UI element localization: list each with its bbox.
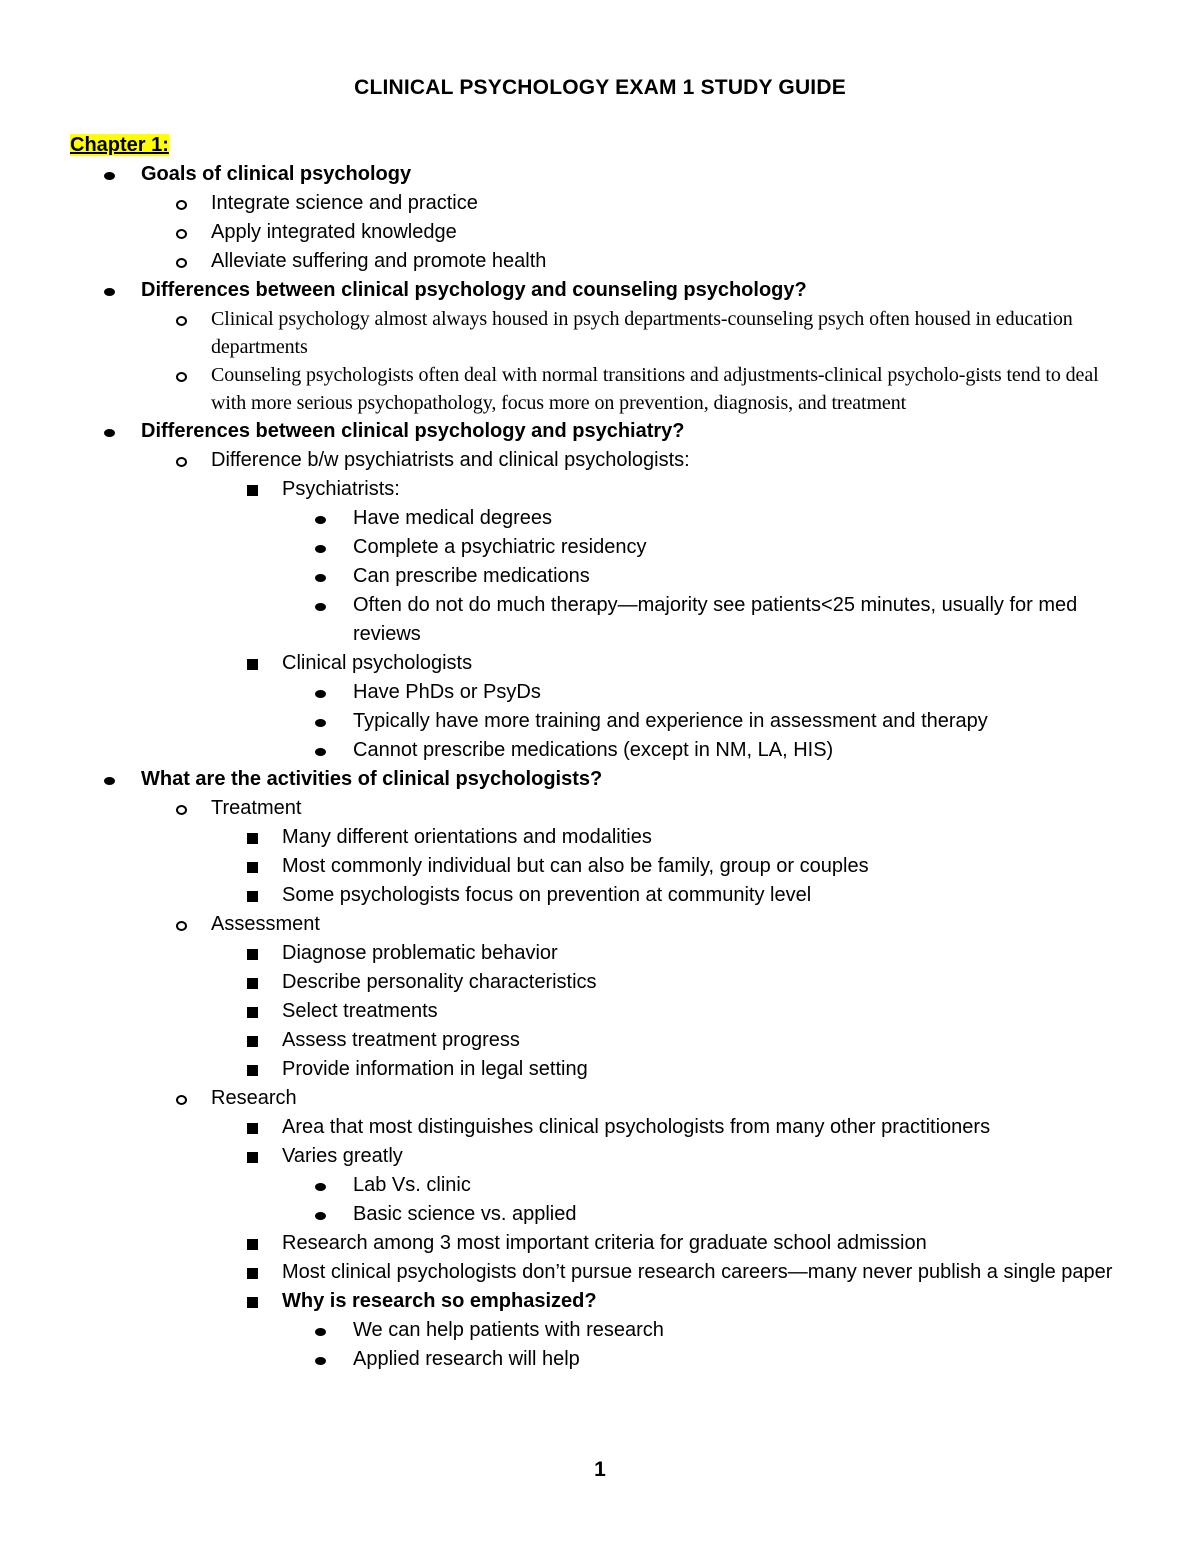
outline-item bbox=[0, 1084, 1200, 1113]
bullet-square-icon bbox=[247, 485, 258, 496]
page-title: CLINICAL PSYCHOLOGY EXAM 1 STUDY GUIDE bbox=[354, 76, 846, 99]
outline-item bbox=[0, 305, 1200, 361]
outline-item-text: Clinical psychologists bbox=[282, 652, 473, 674]
outline-item bbox=[0, 533, 1200, 562]
outline-item-text: Provide information in legal setting bbox=[282, 1058, 588, 1080]
outline-item-text: Most clinical psychologists don’t pursue research careers—many never publish a single paper bbox=[282, 1261, 1113, 1283]
outline-item bbox=[0, 997, 1200, 1026]
outline-item-text: Area that most distinguishes clinical psychologists from many other practitioners bbox=[282, 1116, 991, 1138]
bullet-marker bbox=[315, 504, 326, 533]
bullet-square-icon bbox=[247, 862, 258, 873]
bullet-marker bbox=[104, 276, 115, 305]
bullet-marker bbox=[315, 678, 326, 707]
bullet-dot-icon bbox=[315, 516, 326, 524]
bullet-square-icon bbox=[247, 1036, 258, 1047]
outline-item-text: Integrate science and practice bbox=[211, 192, 478, 214]
outline-item bbox=[0, 1113, 1200, 1142]
bullet-marker bbox=[315, 707, 326, 736]
outline-item-text: Difference b/w psychiatrists and clinical psychologists: bbox=[211, 449, 690, 471]
bullet-marker bbox=[176, 910, 187, 940]
bullet-circle-icon bbox=[176, 457, 187, 467]
bullet-circle-icon bbox=[176, 1095, 187, 1105]
bullet-square-icon bbox=[247, 891, 258, 902]
bullet-dot-icon bbox=[104, 172, 115, 180]
bullet-circle-icon bbox=[176, 200, 187, 210]
page-number: 1 bbox=[594, 1458, 606, 1481]
outline-item bbox=[0, 361, 1200, 417]
bullet-marker bbox=[104, 160, 115, 189]
outline-item bbox=[0, 736, 1200, 765]
outline-item-text: Often do not do much therapy—majority see patients<25 minutes, usually for med reviews bbox=[353, 594, 1078, 645]
outline-item-text: Diagnose problematic behavior bbox=[282, 942, 558, 964]
bullet-circle-icon bbox=[176, 372, 187, 382]
outline-item-text: Treatment bbox=[211, 797, 302, 819]
bullet-marker bbox=[247, 1055, 258, 1085]
outline-item bbox=[0, 1026, 1200, 1055]
bullet-square-icon bbox=[247, 1123, 258, 1134]
bullet-marker bbox=[176, 247, 187, 277]
outline-item bbox=[0, 649, 1200, 678]
bullet-square-icon bbox=[247, 659, 258, 670]
bullet-circle-icon bbox=[176, 258, 187, 268]
outline-item-text: Have PhDs or PsyDs bbox=[353, 681, 541, 703]
outline-item-text: Complete a psychiatric residency bbox=[353, 536, 647, 558]
outline-item-text: Differences between clinical psychology and counseling psychology? bbox=[141, 279, 807, 301]
bullet-marker bbox=[104, 417, 115, 446]
outline-item bbox=[0, 765, 1200, 794]
outline-item-text: Apply integrated knowledge bbox=[211, 221, 457, 243]
outline-item-text: Goals of clinical psychology bbox=[141, 163, 412, 185]
chapter-heading-text: Chapter 1: bbox=[70, 134, 169, 156]
outline-item-text: Research bbox=[211, 1087, 297, 1109]
outline-item bbox=[0, 504, 1200, 533]
bullet-dot-icon bbox=[315, 545, 326, 553]
chapter-heading bbox=[70, 134, 169, 157]
outline-item-text: Typically have more training and experience in assessment and therapy bbox=[353, 710, 988, 732]
bullet-marker bbox=[176, 794, 187, 824]
outline-item-text: Clinical psychology almost always housed in psych departments-counseling psych often housed in education departments bbox=[211, 308, 1073, 358]
outline-item bbox=[0, 1345, 1200, 1374]
bullet-circle-icon bbox=[176, 921, 187, 931]
outline-item bbox=[0, 417, 1200, 446]
bullet-square-icon bbox=[247, 1268, 258, 1279]
outline-item bbox=[0, 160, 1200, 189]
bullet-marker bbox=[315, 1345, 326, 1374]
bullet-marker bbox=[104, 765, 115, 794]
bullet-dot-icon bbox=[104, 288, 115, 296]
outline-item bbox=[0, 276, 1200, 305]
outline-item bbox=[0, 1287, 1200, 1316]
outline-item-text: Psychiatrists: bbox=[282, 478, 400, 500]
outline-item bbox=[0, 218, 1200, 247]
outline-item bbox=[0, 189, 1200, 218]
bullet-marker bbox=[315, 1316, 326, 1345]
bullet-marker bbox=[176, 446, 187, 476]
outline-item-text: Why is research so emphasized? bbox=[282, 1290, 597, 1312]
bullet-marker bbox=[315, 591, 326, 620]
bullet-dot-icon bbox=[315, 1183, 326, 1191]
outline-item-text: Select treatments bbox=[282, 1000, 438, 1022]
bullet-square-icon bbox=[247, 833, 258, 844]
outline-item bbox=[0, 591, 1200, 649]
bullet-marker bbox=[247, 939, 258, 969]
bullet-square-icon bbox=[247, 1065, 258, 1076]
outline-item bbox=[0, 852, 1200, 881]
bullet-marker bbox=[247, 1026, 258, 1056]
bullet-dot-icon bbox=[104, 777, 115, 785]
bullet-marker bbox=[247, 475, 258, 505]
outline-item bbox=[0, 1171, 1200, 1200]
outline-item-text: Basic science vs. applied bbox=[353, 1203, 577, 1225]
bullet-marker bbox=[247, 968, 258, 998]
bullet-dot-icon bbox=[315, 603, 326, 611]
outline-item-text: Some psychologists focus on prevention at community level bbox=[282, 884, 812, 906]
outline-item-text: Lab Vs. clinic bbox=[353, 1174, 471, 1196]
outline-list bbox=[0, 160, 1200, 1374]
outline-item bbox=[0, 562, 1200, 591]
bullet-marker bbox=[176, 305, 187, 334]
outline-item-text: Research among 3 most important criteria for graduate school admission bbox=[282, 1232, 927, 1254]
outline-item-text: Differences between clinical psychology and psychiatry? bbox=[141, 420, 685, 442]
bullet-marker bbox=[315, 736, 326, 765]
outline-item-text: Have medical degrees bbox=[353, 507, 552, 529]
bullet-marker bbox=[247, 881, 258, 911]
bullet-marker bbox=[247, 852, 258, 882]
bullet-marker bbox=[176, 1084, 187, 1114]
bullet-circle-icon bbox=[176, 805, 187, 815]
outline-item bbox=[0, 939, 1200, 968]
outline-item bbox=[0, 823, 1200, 852]
outline-item bbox=[0, 1229, 1200, 1258]
outline-item bbox=[0, 910, 1200, 939]
bullet-marker bbox=[315, 533, 326, 562]
outline-item bbox=[0, 707, 1200, 736]
bullet-marker bbox=[247, 997, 258, 1027]
outline-item-text: Assess treatment progress bbox=[282, 1029, 520, 1051]
bullet-dot-icon bbox=[315, 719, 326, 727]
outline-item-text: Alleviate suffering and promote health bbox=[211, 250, 547, 272]
bullet-marker bbox=[315, 562, 326, 591]
outline-item-text: Applied research will help bbox=[353, 1348, 580, 1370]
outline-item bbox=[0, 678, 1200, 707]
bullet-circle-icon bbox=[176, 229, 187, 239]
bullet-square-icon bbox=[247, 1297, 258, 1308]
outline-item bbox=[0, 446, 1200, 475]
outline-item bbox=[0, 1142, 1200, 1171]
outline-item bbox=[0, 247, 1200, 276]
bullet-marker bbox=[247, 649, 258, 679]
outline-item bbox=[0, 475, 1200, 504]
bullet-marker bbox=[176, 361, 187, 390]
outline-item-text: Describe personality characteristics bbox=[282, 971, 597, 993]
outline-item-text: Counseling psychologists often deal with normal transitions and adjustments-clinical psycholo-gists tend to deal with more serious psychopathology, focus more on prevention, diagnosis, and treatment bbox=[211, 364, 1099, 414]
bullet-square-icon bbox=[247, 1007, 258, 1018]
outline-item bbox=[0, 881, 1200, 910]
bullet-square-icon bbox=[247, 978, 258, 989]
bullet-marker bbox=[247, 1258, 258, 1288]
bullet-dot-icon bbox=[315, 574, 326, 582]
outline-item bbox=[0, 1200, 1200, 1229]
bullet-square-icon bbox=[247, 1152, 258, 1163]
outline-item-text: Varies greatly bbox=[282, 1145, 403, 1167]
bullet-marker bbox=[315, 1200, 326, 1229]
outline-item-text: Can prescribe medications bbox=[353, 565, 590, 587]
outline-item bbox=[0, 968, 1200, 997]
bullet-dot-icon bbox=[104, 429, 115, 437]
outline-item-text: We can help patients with research bbox=[353, 1319, 664, 1341]
outline-item bbox=[0, 1055, 1200, 1084]
bullet-marker bbox=[247, 1113, 258, 1143]
bullet-marker bbox=[247, 1229, 258, 1259]
bullet-circle-icon bbox=[176, 316, 187, 326]
outline-item-text: Assessment bbox=[211, 913, 320, 935]
outline-item-text: What are the activities of clinical psychologists? bbox=[141, 768, 603, 790]
outline-item-text: Most commonly individual but can also be family, group or couples bbox=[282, 855, 869, 877]
outline-item bbox=[0, 1258, 1200, 1287]
bullet-marker bbox=[247, 1287, 258, 1317]
bullet-dot-icon bbox=[315, 748, 326, 756]
bullet-dot-icon bbox=[315, 1212, 326, 1220]
bullet-marker bbox=[176, 218, 187, 248]
bullet-dot-icon bbox=[315, 1328, 326, 1336]
bullet-marker bbox=[247, 1142, 258, 1172]
outline-item bbox=[0, 794, 1200, 823]
bullet-square-icon bbox=[247, 949, 258, 960]
bullet-marker bbox=[315, 1171, 326, 1200]
outline-item bbox=[0, 1316, 1200, 1345]
outline-item-text: Cannot prescribe medications (except in NM, LA, HIS) bbox=[353, 739, 834, 761]
bullet-marker bbox=[247, 823, 258, 853]
bullet-marker bbox=[176, 189, 187, 219]
outline-item-text: Many different orientations and modalities bbox=[282, 826, 652, 848]
bullet-dot-icon bbox=[315, 690, 326, 698]
bullet-dot-icon bbox=[315, 1357, 326, 1365]
bullet-square-icon bbox=[247, 1239, 258, 1250]
